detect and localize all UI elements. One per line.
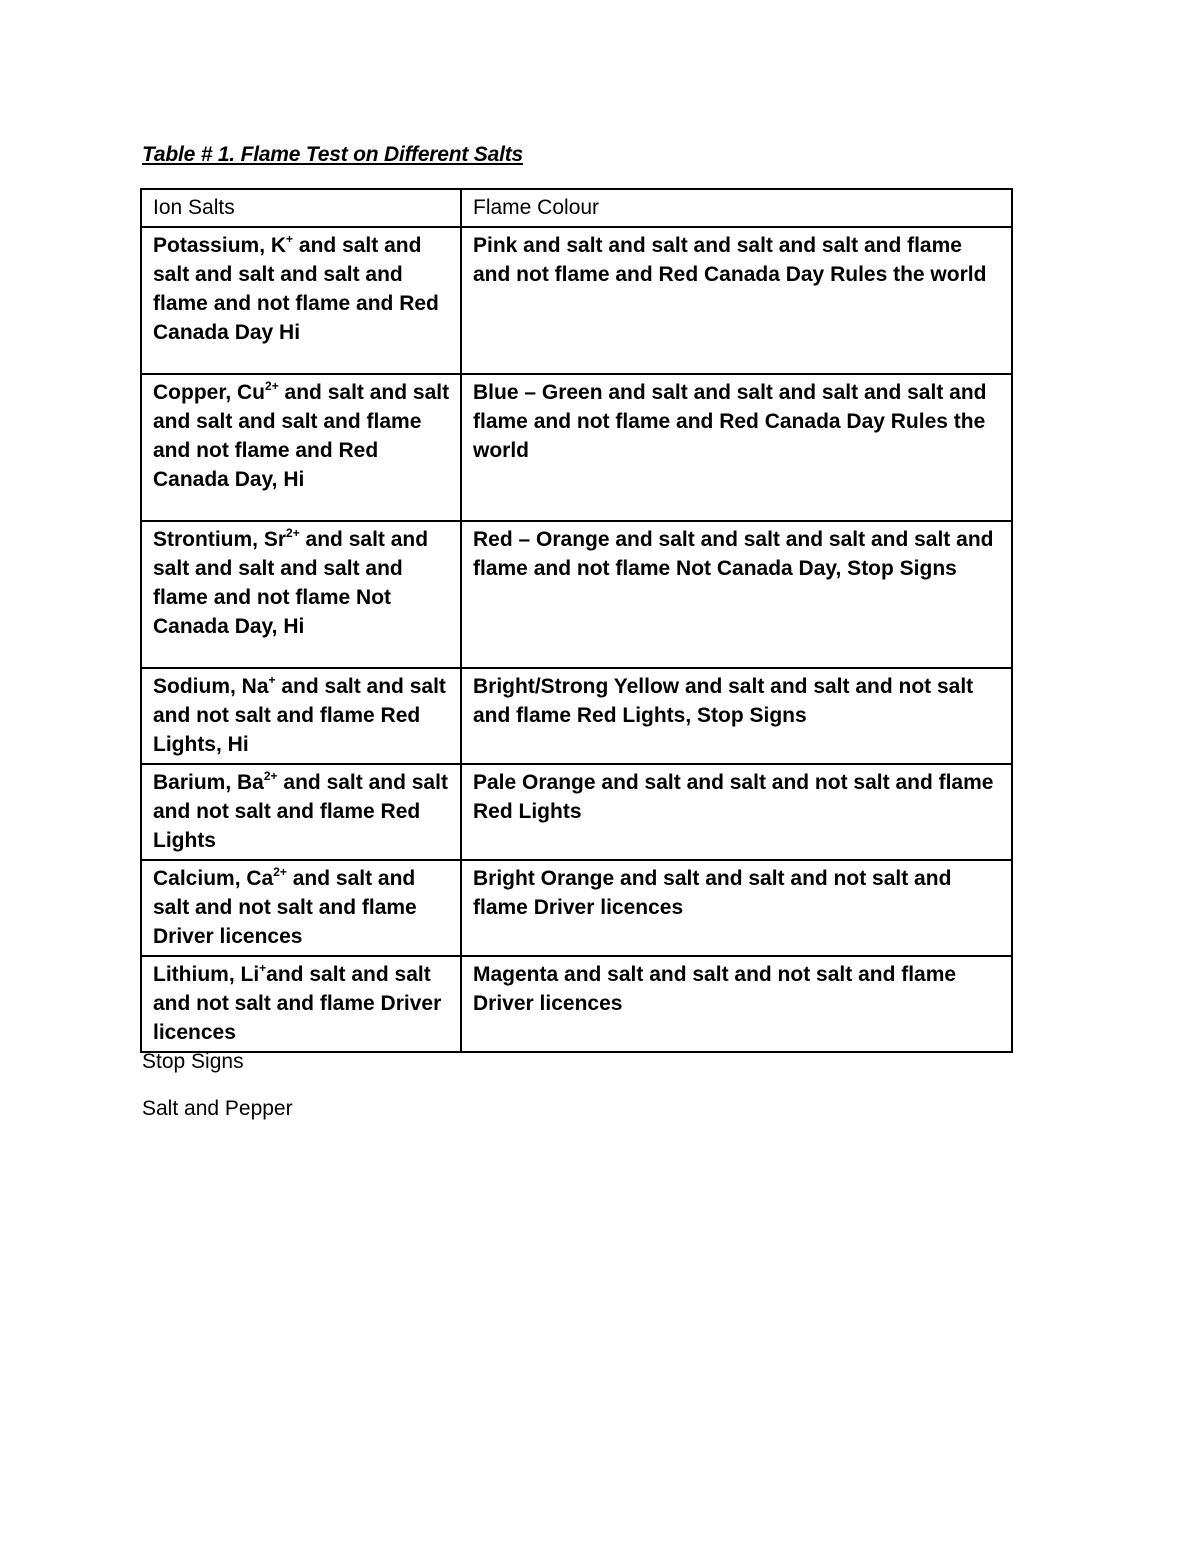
ion-salt-cell <box>141 860 461 956</box>
flame-colour-cell: Red – Orange and salt and salt and salt and salt and flame and not flame Not Canada Day, Stop Signs <box>461 521 1012 668</box>
note-stop-signs: Stop Signs <box>142 1050 244 1073</box>
flame-colour-cell: Pink and salt and salt and salt and salt and flame and not flame and Red Canada Day Rules the world <box>461 227 1012 374</box>
table-row <box>141 956 1012 1052</box>
flame-colour-cell: Blue – Green and salt and salt and salt and salt and flame and not flame and Red Canada Day Rules the world <box>461 374 1012 521</box>
ion-description: and salt and salt and salt and salt and flame and not flame Not Canada Day, Hi <box>153 528 429 638</box>
ion-salt-cell <box>141 227 461 374</box>
ion-charge: + <box>286 232 294 246</box>
ion-description: and salt and salt and salt and salt and flame and not flame and Red Canada Day, Hi <box>153 381 450 491</box>
table-row <box>141 764 1012 860</box>
ion-salt-cell <box>141 956 461 1052</box>
ion-description: and salt and salt and salt and salt and flame and not flame and Red Canada Day Hi <box>153 234 439 344</box>
table-header-row <box>141 189 1012 227</box>
ion-name: Calcium, Ca <box>153 867 274 890</box>
ion-description: and salt and salt and not salt and flame Driver licences <box>153 963 442 1044</box>
flame-colour-cell: Magenta and salt and salt and not salt and flame Driver licences <box>461 956 1012 1052</box>
table-row <box>141 860 1012 956</box>
ion-description: and salt and salt and not salt and flame Red Lights <box>153 771 448 852</box>
ion-description: and salt and salt and not salt and flame Driver licences <box>153 867 417 948</box>
flame-colour-cell: Pale Orange and salt and salt and not salt and flame Red Lights <box>461 764 1012 860</box>
ion-charge: + <box>268 673 276 687</box>
note-salt-and-pepper: Salt and Pepper <box>142 1097 293 1120</box>
ion-charge: + <box>259 961 267 975</box>
ion-charge: 2+ <box>286 526 300 540</box>
ion-name: Strontium, Sr <box>153 528 287 551</box>
table-row <box>141 227 1012 374</box>
table-row <box>141 668 1012 764</box>
flame-colour-cell: Bright Orange and salt and salt and not salt and flame Driver licences <box>461 860 1012 956</box>
ion-name: Potassium, K <box>153 234 287 257</box>
ion-salt-cell <box>141 374 461 521</box>
ion-name: Sodium, Na <box>153 675 269 698</box>
ion-charge: 2+ <box>265 379 279 393</box>
ion-salt-cell <box>141 521 461 668</box>
flame-test-table <box>140 188 1013 1053</box>
ion-salt-cell <box>141 668 461 764</box>
ion-name: Copper, Cu <box>153 381 266 404</box>
ion-charge: 2+ <box>273 865 287 879</box>
header-flame-colour: Flame Colour <box>461 189 1012 227</box>
table-row <box>141 521 1012 668</box>
ion-name: Lithium, Li <box>153 963 260 986</box>
ion-name: Barium, Ba <box>153 771 264 794</box>
header-ion-salts: Ion Salts <box>141 189 461 227</box>
table-title: Table # 1. Flame Test on Different Salts <box>142 143 524 166</box>
ion-salt-cell <box>141 764 461 860</box>
flame-colour-cell: Bright/Strong Yellow and salt and salt and not salt and flame Red Lights, Stop Signs <box>461 668 1012 764</box>
ion-description: and salt and salt and not salt and flame Red Lights, Hi <box>153 675 446 756</box>
table-row <box>141 374 1012 521</box>
ion-charge: 2+ <box>263 769 278 783</box>
